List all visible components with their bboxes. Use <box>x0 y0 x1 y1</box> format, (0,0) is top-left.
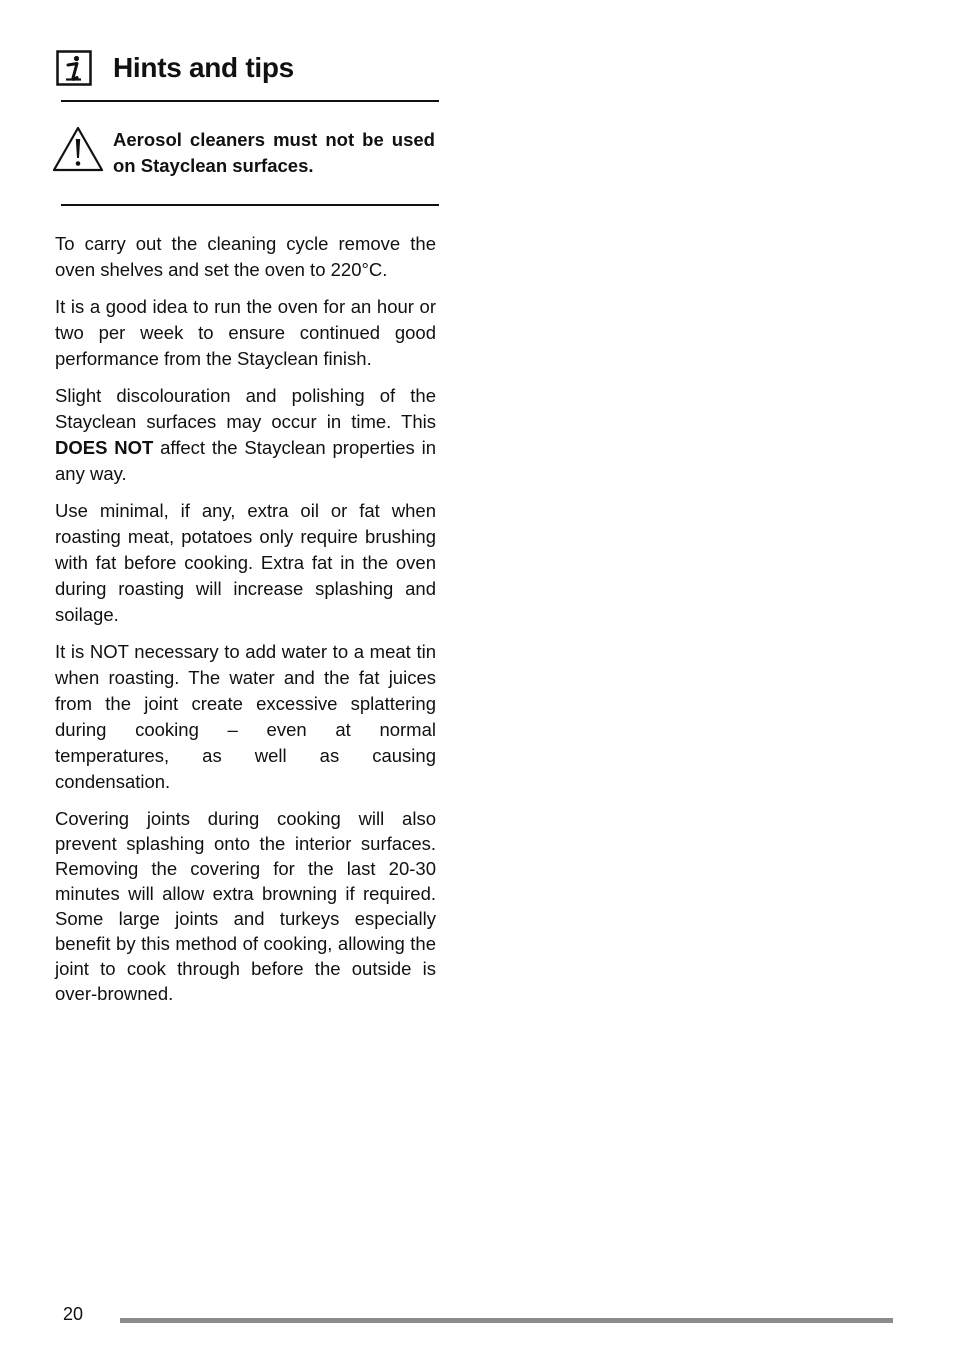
warning-divider <box>61 204 439 206</box>
paragraph-no-water: It is NOT necessary to add water to a meat tin when roasting. The water and the fat juices from the joint create excessive splattering during cooking – even at normal temperatures, as well as causing condensation. <box>55 641 436 792</box>
paragraph-run-oven: It is a good idea to run the oven for an hour or two per week to ensure continued good performance from the Stayclean finish. <box>55 296 436 369</box>
paragraph-discolouration-lead: Slight discolouration and polishing of the Stayclean surfaces may occur in time. This <box>55 385 436 432</box>
paragraph-covering-joints: Covering joints during cooking will also prevent splashing onto the interior surfaces. Removing the covering for the last 20-30 minutes will allow extra browning if required. Some large joints and turkeys especially benefit by this method of cooking, allowing the joint to cook through before the outside is over-browned. <box>55 808 436 1004</box>
page-number: 20 <box>63 1304 84 1324</box>
body-text <box>55 231 436 1017</box>
paragraph-discolouration-tail: affect the Stayclean properties in any way. <box>55 437 436 484</box>
emphasis-does-not: DOES NOT <box>55 437 154 458</box>
warning-text: Aerosol cleaners must not be used on Stayclean surfaces. <box>113 129 435 176</box>
header-divider <box>61 100 439 102</box>
paragraph-discolouration <box>55 383 436 487</box>
warning-triangle-icon <box>52 126 104 172</box>
paragraph-cleaning-cycle: To carry out the cleaning cycle remove the oven shelves and set the oven to 220°C. <box>55 233 436 280</box>
info-icon <box>56 50 92 86</box>
page-title: Hints and tips <box>113 52 294 83</box>
footer-bar <box>120 1318 893 1323</box>
paragraph-minimal-oil: Use minimal, if any, extra oil or fat when roasting meat, potatoes only require brushing with fat before cooking. Extra fat in the oven during roasting will increase splashing and soilage. <box>55 500 436 625</box>
